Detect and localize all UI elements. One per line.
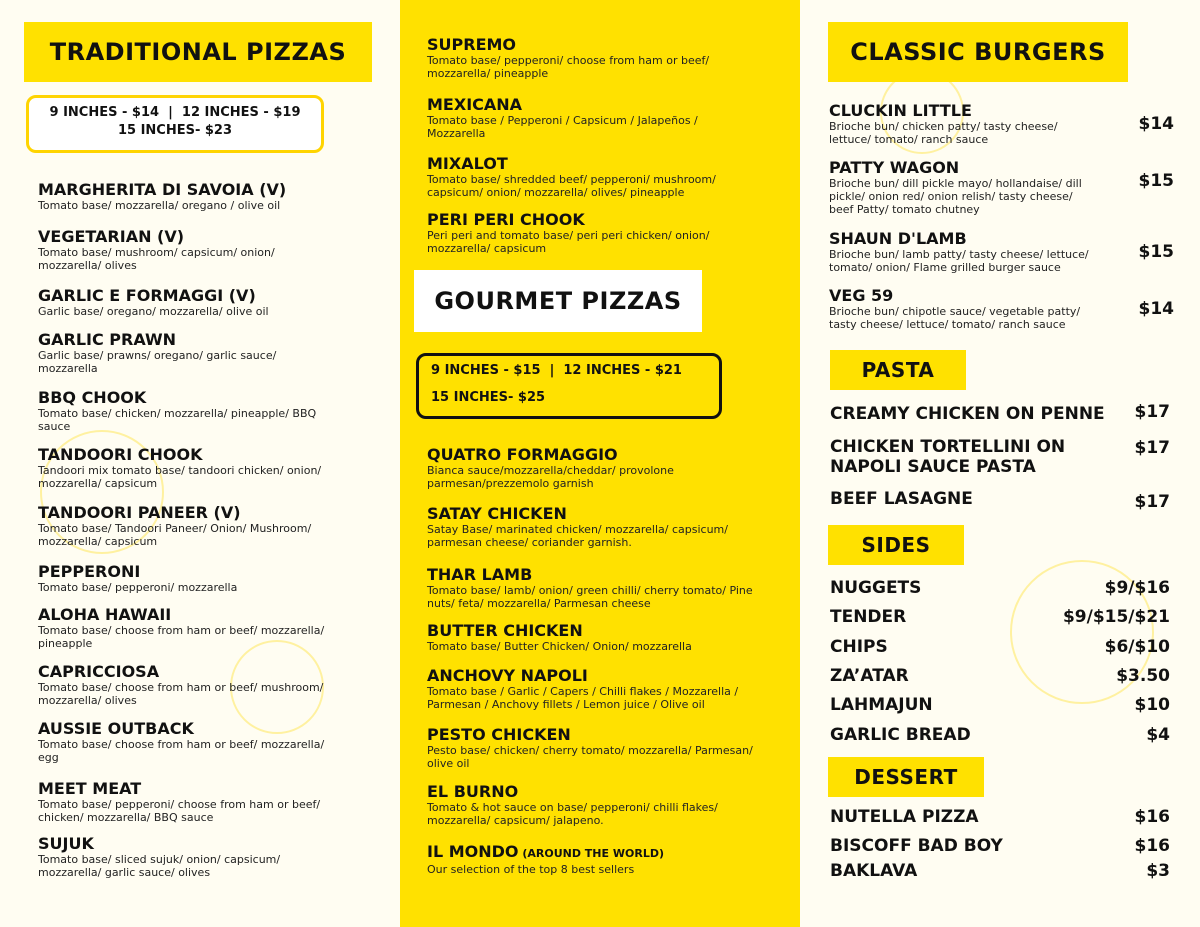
item-description: Tomato base / Garlic / Capers / Chilli flakes / Mozzarella / Parmesan / Anchovy fillets / Lemon juice / Olive oil (427, 685, 739, 711)
item-description: Tomato base/ Butter Chicken/ Onion/ mozzarella (427, 640, 692, 653)
item-name: EL BURNO (427, 782, 519, 801)
menu-item (427, 843, 772, 876)
item-name: PERI PERI CHOOK (427, 210, 585, 229)
item-price: $9/$15/$21 (1062, 607, 1170, 627)
gourmet-pizzas-title: GOURMET PIZZAS (414, 270, 702, 332)
gourmet-sizes-line2: 15 INCHES- $25 (431, 390, 546, 405)
item-name: VEG 59 (829, 286, 894, 305)
item-name: SUJUK (38, 834, 94, 853)
item-name: CLUCKIN LITTLE (829, 101, 972, 120)
item-name: IL MONDO (AROUND THE WORLD) (427, 842, 664, 861)
burger-item (829, 102, 1099, 146)
item-description: Pesto base/ chicken/ cherry tomato/ mozzarella/ Parmesan/ olive oil (427, 744, 753, 770)
item-price: $3.50 (1116, 666, 1170, 686)
item-name: GARLIC E FORMAGGI (V) (38, 286, 256, 305)
item-description: Tomato base/ Tandoori Paneer/ Onion/ Mushroom/ mozzarella/ capsicum (38, 522, 312, 548)
item-price: $17 (1134, 492, 1170, 512)
item-price: $14 (1138, 299, 1174, 319)
menu-row (830, 578, 921, 598)
menu-item (38, 780, 328, 824)
item-name: TANDOORI PANEER (V) (38, 503, 241, 522)
item-name: BBQ CHOOK (38, 388, 147, 407)
classic-burgers-title: CLASSIC BURGERS (828, 22, 1128, 82)
item-name: MEXICANA (427, 95, 523, 114)
item-description: Tomato & hot sauce on base/ pepperoni/ chilli flakes/ mozzarella/ capsicum/ jalapeno. (427, 801, 718, 827)
menu-row (830, 666, 909, 686)
item-name: AUSSIE OUTBACK (38, 719, 194, 738)
menu-row (830, 836, 1003, 856)
burger-item (829, 230, 1099, 274)
menu-item (38, 835, 328, 879)
item-description: Tomato base/ lamb/ onion/ green chilli/ cherry tomato/ Pine nuts/ feta/ mozzarella/ Parmesan cheese (427, 584, 753, 610)
menu-item (427, 726, 772, 770)
burger-item (829, 159, 1099, 216)
menu-row (830, 861, 917, 881)
item-name: BAKLAVA (830, 861, 918, 881)
item-description: Tomato base/ pepperoni/ choose from ham or beef/ mozzarella/ pineapple (427, 54, 710, 80)
menu-item (427, 783, 772, 827)
item-name: ALOHA HAWAII (38, 605, 172, 624)
item-name: PEPPERONI (38, 562, 141, 581)
item-name: ZA’ATAR (830, 666, 909, 686)
item-price: $9/$16 (1104, 578, 1170, 598)
item-price: $15 (1138, 171, 1174, 191)
item-name: GARLIC PRAWN (38, 330, 177, 349)
item-description: Tomato base/ pepperoni/ mozzarella (38, 581, 238, 594)
item-name: CHIPS (830, 637, 888, 657)
item-price: $14 (1138, 114, 1174, 134)
item-name: SUPREMO (427, 35, 517, 54)
item-price: $17 (1134, 438, 1170, 458)
menu-row (830, 489, 973, 509)
item-name: GARLIC BREAD (830, 725, 971, 745)
pasta-title: PASTA (830, 350, 966, 390)
menu-row (830, 725, 971, 745)
menu-item (38, 563, 328, 594)
item-name: SATAY CHICKEN (427, 504, 567, 523)
item-name: MIXALOT (427, 154, 508, 173)
gourmet-sizes-line1: 9 INCHES - $15 | 12 INCHES - $21 (431, 363, 682, 378)
item-price: $15 (1138, 242, 1174, 262)
sides-title: SIDES (828, 525, 964, 565)
item-subtitle: (AROUND THE WORLD) (518, 847, 664, 860)
item-description: Brioche bun/ chicken patty/ tasty cheese/ lettuce/ tomato/ ranch sauce (829, 120, 1058, 146)
item-description: Tomato base/ pepperoni/ choose from ham or beef/ chicken/ mozzarella/ BBQ sauce (38, 798, 321, 824)
item-name: MARGHERITA DI SAVOIA (V) (38, 180, 287, 199)
item-price: $17 (1134, 402, 1170, 422)
item-description: Brioche bun/ chipotle sauce/ vegetable patty/ tasty cheese/ lettuce/ tomato/ ranch sauce (829, 305, 1081, 331)
item-description: Garlic base/ prawns/ oregano/ garlic sauce/ mozzarella (38, 349, 277, 375)
menu-item (38, 504, 328, 548)
menu-item (38, 446, 328, 490)
menu-item (427, 446, 772, 490)
menu-item (38, 181, 328, 212)
menu-item (38, 228, 328, 272)
item-description: Garlic base/ oregano/ mozzarella/ olive oil (38, 305, 269, 318)
gourmet-size-prices (416, 353, 722, 419)
item-description: Tomato base/ shredded beef/ pepperoni/ mushroom/ capsicum/ onion/ mozzarella/ olives/ pineapple (427, 173, 716, 199)
item-price: $3 (1146, 861, 1170, 881)
menu-item (427, 155, 747, 199)
item-description: Tandoori mix tomato base/ tandoori chicken/ onion/ mozzarella/ capsicum (38, 464, 322, 490)
item-name: BUTTER CHICKEN (427, 621, 583, 640)
item-description: Tomato base/ sliced sujuk/ onion/ capsicum/ mozzarella/ garlic sauce/ olives (38, 853, 281, 879)
item-description: Tomato base/ choose from ham or beef/ mozzarella/ egg (38, 738, 325, 764)
item-name: PESTO CHICKEN (427, 725, 571, 744)
item-name: THAR LAMB (427, 565, 533, 584)
menu-item (427, 211, 747, 255)
item-price: $16 (1134, 836, 1170, 856)
menu-row (830, 607, 906, 627)
dessert-title: DESSERT (828, 757, 984, 797)
item-name: MEET MEAT (38, 779, 142, 798)
item-name: ANCHOVY NAPOLI (427, 666, 588, 685)
item-price: $6/$10 (1104, 637, 1170, 657)
item-name: SHAUN D'LAMB (829, 229, 967, 248)
traditional-sizes-line1: 9 INCHES - $14 | 12 INCHES - $19 (49, 105, 301, 120)
item-description: Tomato base/ mushroom/ capsicum/ onion/ mozzarella/ olives (38, 246, 275, 272)
menu-item (427, 566, 772, 610)
item-description: Satay Base/ marinated chicken/ mozzarella/ capsicum/ parmesan cheese/ coriander garnish. (427, 523, 728, 549)
menu-item (427, 96, 747, 140)
item-name: NUGGETS (830, 578, 922, 598)
item-description: Tomato base/ chicken/ mozzarella/ pineapple/ BBQ sauce (38, 407, 317, 433)
traditional-pizzas-title: TRADITIONAL PIZZAS (24, 22, 372, 82)
menu-row (830, 637, 888, 657)
menu-item (38, 606, 328, 650)
item-description: Tomato base/ mozzarella/ oregano / olive oil (38, 199, 281, 212)
item-description: Brioche bun/ dill pickle mayo/ hollandaise/ dill pickle/ onion red/ onion relish/ tasty cheese/ beef Patty/ tomato chutney (829, 177, 1082, 216)
item-name: VEGETARIAN (V) (38, 227, 185, 246)
menu-row (830, 695, 933, 715)
item-name: LAHMAJUN (830, 695, 933, 715)
item-description: Tomato base/ choose from ham or beef/ mozzarella/ pineapple (38, 624, 325, 650)
menu-item (427, 667, 772, 711)
item-name: QUATRO FORMAGGIO (427, 445, 618, 464)
menu-item (427, 36, 747, 80)
item-price: $4 (1146, 725, 1170, 745)
item-name: NUTELLA PIZZA (830, 807, 979, 827)
item-description: Bianca sauce/mozzarella/cheddar/ provolone parmesan/prezzemolo garnish (427, 464, 674, 490)
burger-item (829, 287, 1099, 331)
item-description: Tomato base/ choose from ham or beef/ mushroom/ mozzarella/ olives (38, 681, 324, 707)
item-price: $16 (1134, 807, 1170, 827)
traditional-sizes-line2: 15 INCHES- $23 (117, 123, 233, 138)
menu-item (427, 505, 772, 549)
menu-item (38, 331, 328, 375)
item-name: CAPRICCIOSA (38, 662, 160, 681)
menu-row (830, 437, 1065, 477)
item-name: PATTY WAGON (829, 158, 960, 177)
item-name: BEEF LASAGNE (830, 489, 973, 509)
item-price: $10 (1134, 695, 1170, 715)
item-name: BISCOFF BAD BOY (830, 836, 1003, 856)
item-name-line2: NAPOLI SAUCE PASTA (830, 457, 1036, 477)
menu-item (38, 287, 328, 318)
item-name: CHICKEN TORTELLINI ON (830, 437, 1066, 457)
menu-item (38, 663, 328, 707)
item-name: TENDER (830, 607, 907, 627)
item-description: Brioche bun/ lamb patty/ tasty cheese/ lettuce/ tomato/ onion/ Flame grilled burger sauce (829, 248, 1089, 274)
menu-item (38, 720, 328, 764)
traditional-size-prices (26, 95, 324, 153)
item-description: Peri peri and tomato base/ peri peri chicken/ onion/ mozzarella/ capsicum (427, 229, 710, 255)
item-name: CREAMY CHICKEN ON PENNE (830, 404, 1105, 424)
item-description: Our selection of the top 8 best sellers (427, 863, 635, 876)
menu-item (38, 389, 328, 433)
menu-row (830, 807, 979, 827)
item-name: TANDOORI CHOOK (38, 445, 203, 464)
menu-item (427, 622, 772, 653)
item-description: Tomato base / Pepperoni / Capsicum / Jalapeños / Mozzarella (427, 114, 698, 140)
